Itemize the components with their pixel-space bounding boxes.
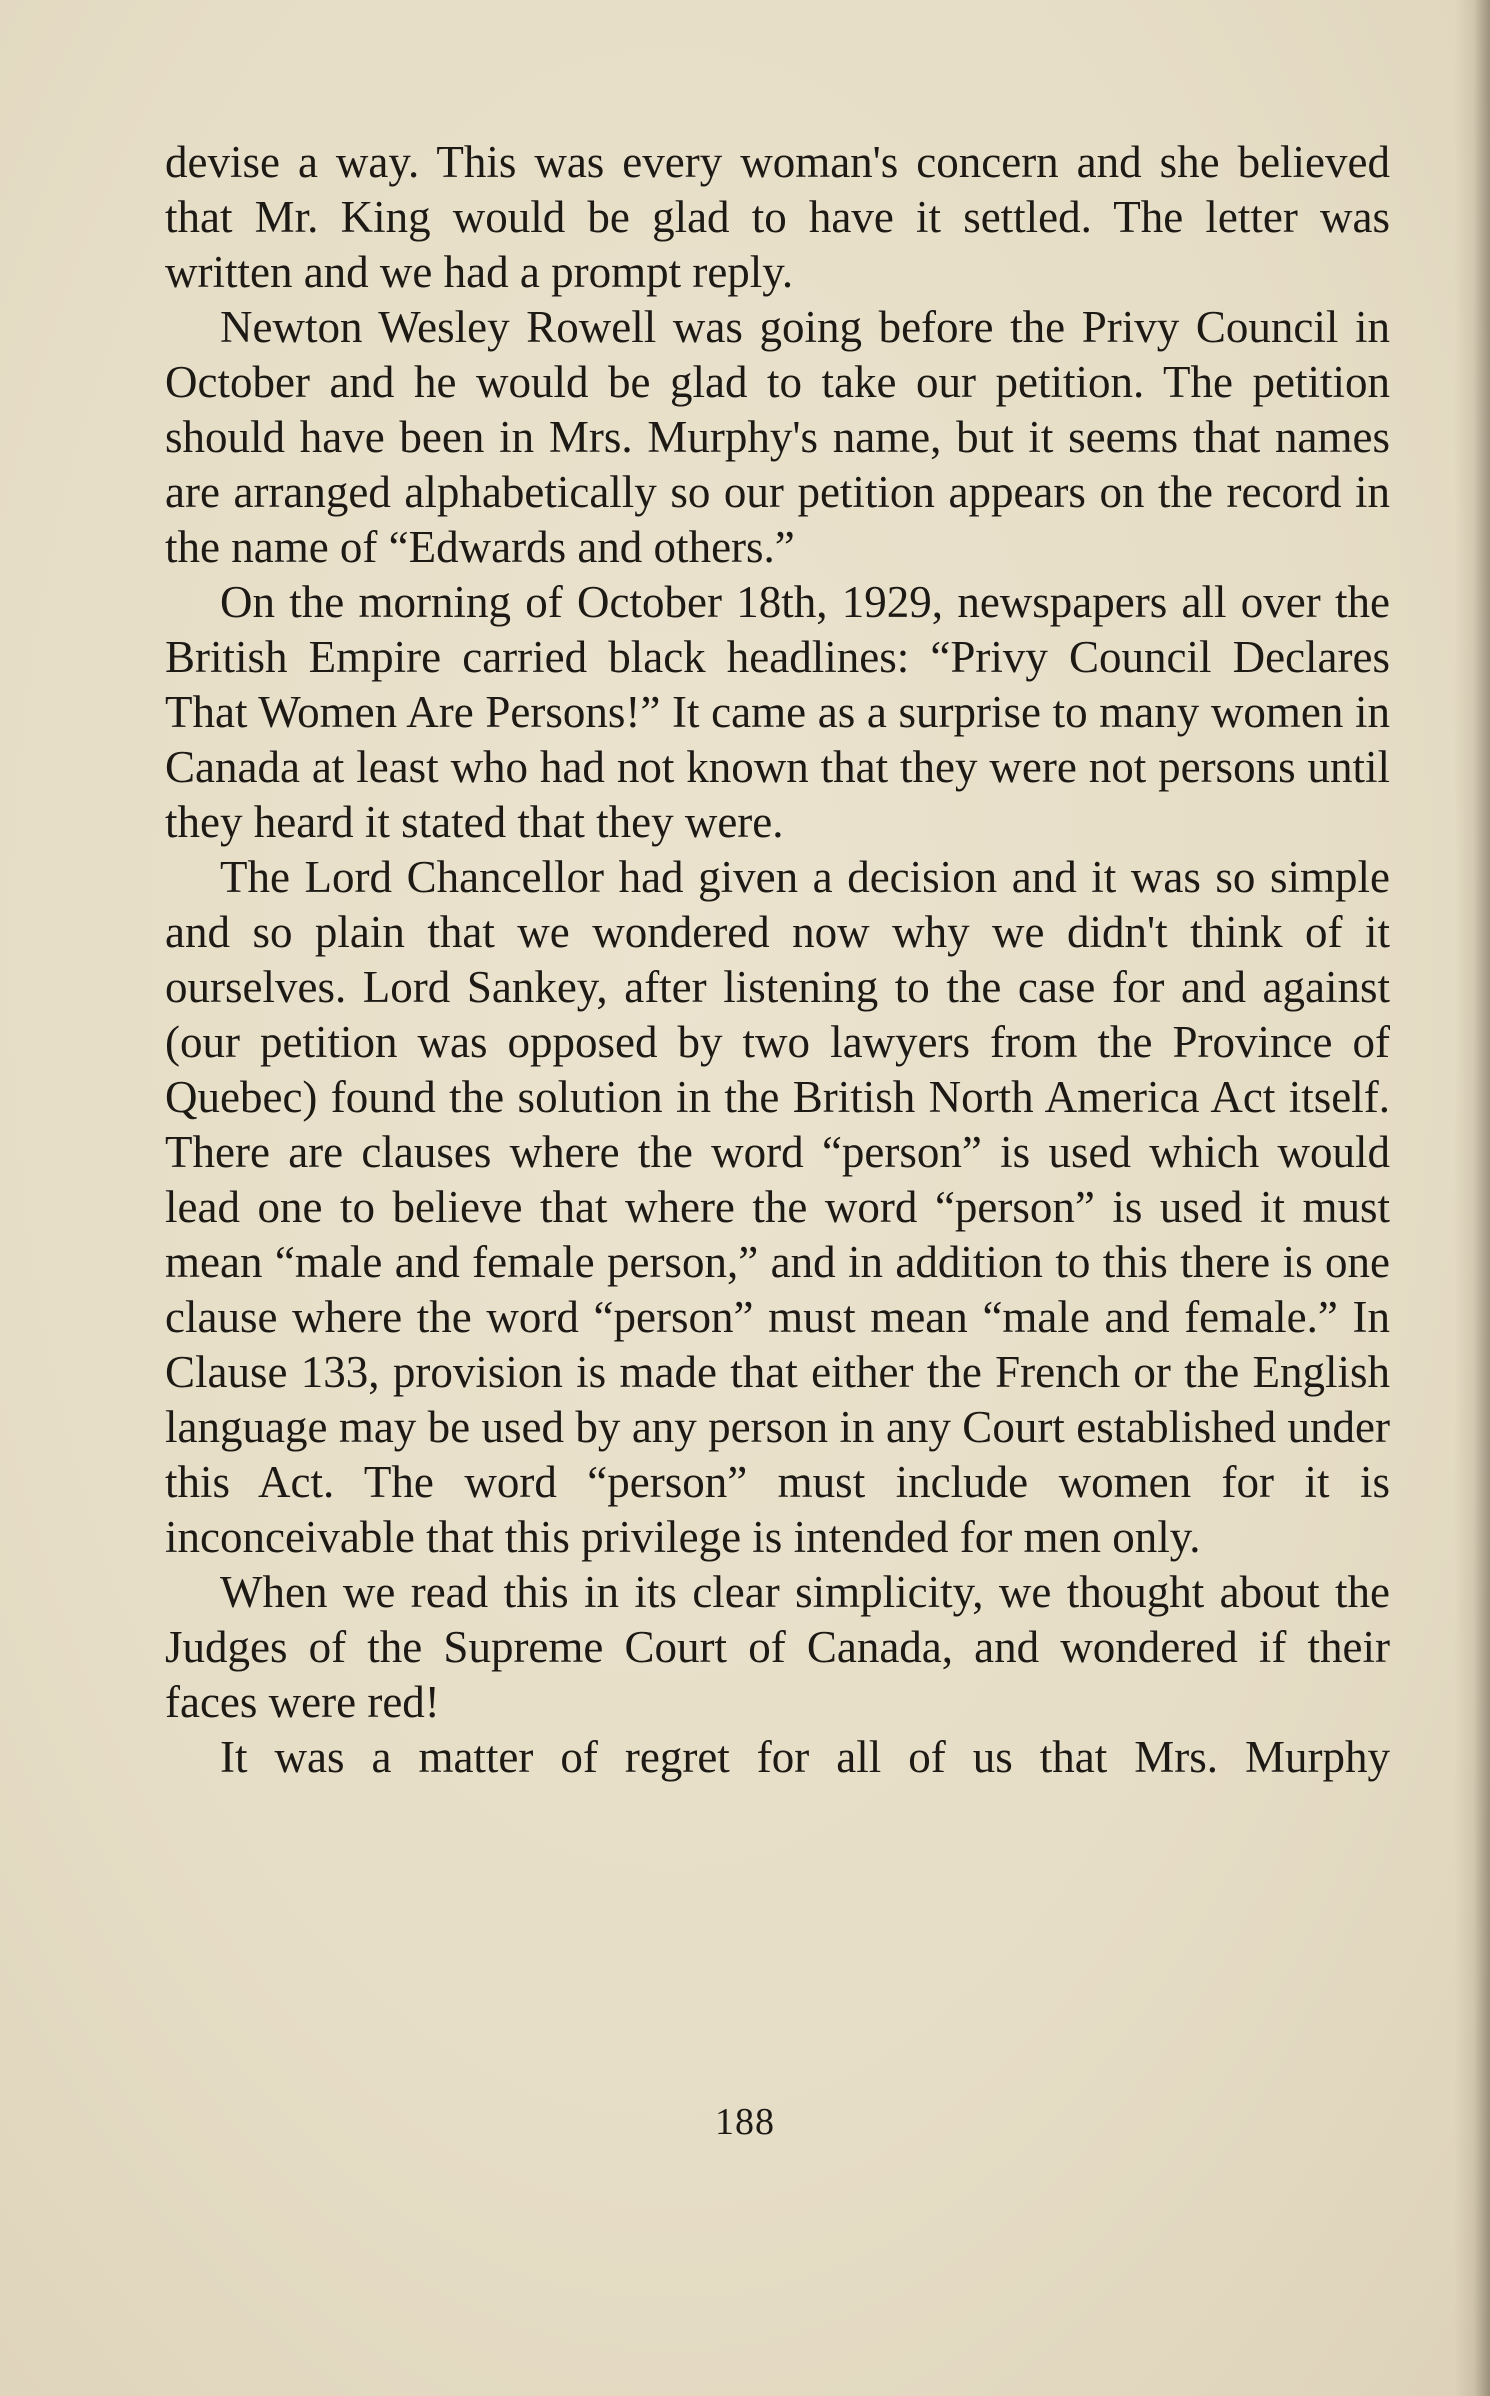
- paragraph: devise a way. This was every woman's concern and she believed that Mr. King would be glad to have it settled. The letter was written and we had a prompt reply.: [165, 137, 1390, 297]
- paragraph: The Lord Chancellor had given a decision and it was so simple and so plain that we wondered now why we didn't think of it ourselves. Lord Sankey, after listening to the case for and against (our petition was opposed by two lawyers from the Province of Quebec) found the solution in the British North America Act itself. There are clauses where the word “person” is used which would lead one to believe that where the word “person” is used it must mean “male and female person,” and in addition to this there is one clause where the word “person” must mean “male and female.” In Clause 133, provision is made that either the French or the English language may be used by any person in any Court established under this Act. The word “person” must include women for it is inconceivable that this privilege is intended for men only.: [165, 852, 1390, 1562]
- paragraph: Newton Wesley Rowell was going before the Privy Council in October and he would be glad to take our petition. The petition should have been in Mrs. Murphy's name, but it seems that names are arranged alphabetically so our petition appears on the record in the name of “Edwards and others.”: [165, 302, 1390, 572]
- page-edge-shadow: [1454, 0, 1490, 2396]
- body-text: [165, 135, 1390, 1785]
- paragraph: It was a matter of regret for all of us that Mrs. Murphy: [220, 1732, 1390, 1782]
- paragraph: On the morning of October 18th, 1929, newspapers all over the British Empire carried black headlines: “Privy Council Declares That Women Are Persons!” It came as a surprise to many women in Canada at least who had not known that they were not persons until they heard it stated that they were.: [165, 577, 1390, 847]
- page-number: 188: [715, 2101, 775, 2143]
- paragraph: When we read this in its clear simplicity, we thought about the Judges of the Supreme Court of Canada, and wondered if their faces were red!: [165, 1567, 1390, 1727]
